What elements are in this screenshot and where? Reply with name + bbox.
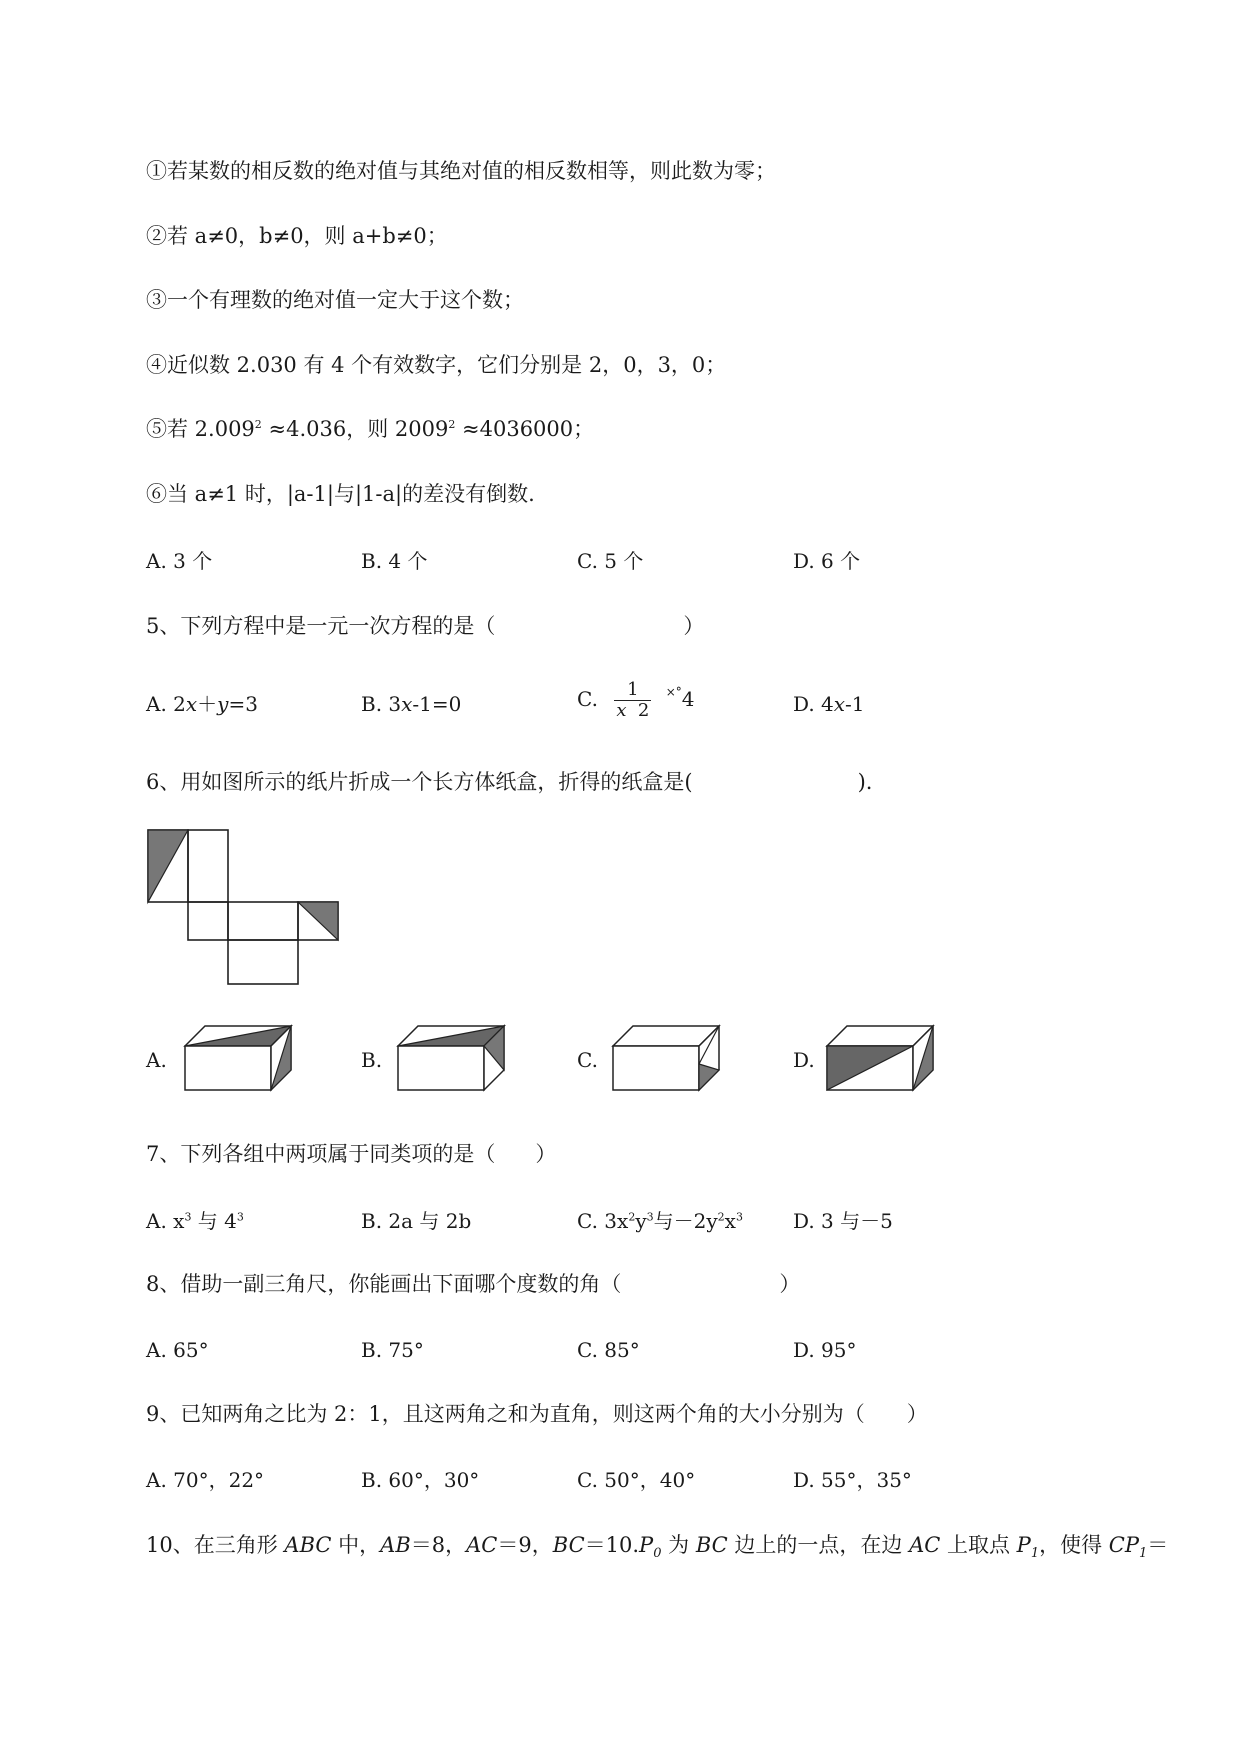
fraction-numerator: 1 — [614, 680, 651, 701]
q7-option-a[interactable] — [146, 1207, 244, 1235]
q9-option-a[interactable]: A. 70°，22° — [146, 1468, 265, 1492]
q10-text: 上取点 — [940, 1533, 1017, 1557]
q8-close: ） — [779, 1272, 801, 1296]
q10-stem — [146, 1531, 1169, 1562]
q10-text: 边上的一点，在边 — [727, 1533, 910, 1557]
box-option-c[interactable] — [611, 1024, 723, 1094]
var-x: x — [833, 692, 846, 716]
equation-rest: -1=0 — [412, 692, 462, 716]
square-superscript: 2 — [254, 418, 262, 431]
side-ac: AC — [466, 1533, 498, 1557]
exponent: 3 — [735, 1210, 743, 1224]
q10-text: ，使得 — [1039, 1533, 1109, 1557]
square-superscript: 2 — [448, 418, 456, 431]
exponent: 2 — [717, 1210, 725, 1224]
q5-option-b[interactable] — [361, 690, 461, 718]
statement-1: ①若某数的相反数的绝对值与其绝对值的相反数相等，则此数为零； — [146, 159, 776, 183]
q10-text: ＝ — [1147, 1533, 1169, 1557]
q9-option-d[interactable]: D. 55°，35° — [793, 1468, 912, 1492]
statement-5-part-a: ⑤若 2.009 — [146, 417, 255, 441]
garbled-symbol-icon: ×° — [665, 685, 682, 699]
box-option-d[interactable] — [825, 1024, 937, 1094]
q9-option-b[interactable]: B. 60°，30° — [361, 1468, 480, 1492]
q7-close: ） — [535, 1142, 557, 1166]
q8-option-c[interactable]: C. 85° — [577, 1338, 640, 1362]
point-p0: P — [639, 1533, 654, 1557]
q6-close: ). — [857, 770, 873, 794]
option-text: 与 4 — [197, 1209, 237, 1233]
q10-text: 为 — [661, 1533, 696, 1557]
q9-stem — [146, 1400, 928, 1428]
den-two: 2 — [637, 700, 650, 721]
net-bottom-face — [228, 940, 298, 984]
q10-text: ＝10. — [584, 1533, 640, 1557]
segment-cp1: CP — [1108, 1533, 1139, 1557]
subscript: 1 — [1138, 1546, 1148, 1562]
q7-option-c[interactable] — [577, 1207, 743, 1235]
q8-option-d[interactable]: D. 95° — [793, 1338, 857, 1362]
side-ab: AB — [380, 1533, 411, 1557]
shaded-triangle — [298, 902, 338, 940]
q5-option-a[interactable] — [146, 690, 258, 718]
net-face — [228, 902, 298, 940]
option-label: C. — [577, 687, 598, 711]
var-x: x — [401, 692, 413, 716]
statement-3: ③一个有理数的绝对值一定大于这个数； — [146, 288, 524, 312]
q6-option-c[interactable]: C. — [577, 1048, 598, 1072]
option-text: x — [724, 1209, 736, 1233]
q4-option-a[interactable]: A. 3 个 — [146, 549, 213, 573]
exponent: 3 — [184, 1210, 192, 1224]
q8-stem-text: 8、借助一副三角尺，你能画出下面哪个度数的角（ — [146, 1272, 622, 1296]
q5-close: ） — [683, 614, 705, 638]
q4-option-c[interactable]: C. 5 个 — [577, 549, 644, 573]
equation-rest: 4 — [681, 687, 695, 711]
exponent: 3 — [236, 1210, 244, 1224]
box-net-figure — [146, 828, 346, 988]
statement-5 — [146, 415, 594, 443]
option-text: y — [635, 1209, 647, 1233]
q9-close: ） — [906, 1402, 928, 1426]
q7-option-b[interactable]: B. 2a 与 2b — [361, 1209, 472, 1233]
option-label: D. 4 — [793, 692, 834, 716]
statement-5-part-c: ≈4036000； — [462, 417, 595, 441]
q7-option-d[interactable]: D. 3 与－5 — [793, 1209, 893, 1233]
option-text: C. 3x — [577, 1209, 629, 1233]
q10-text: ＝9， — [497, 1533, 553, 1557]
q5-option-c[interactable] — [577, 678, 695, 721]
q7-stem-text: 7、下列各组中两项属于同类项的是（ — [146, 1142, 496, 1166]
option-text: 与－2y — [653, 1209, 718, 1233]
side-bc: BC — [695, 1533, 728, 1557]
net-face — [188, 902, 228, 940]
statement-4: ④近似数 2.030 有 4 个有效数字，它们分别是 2，0，3，0； — [146, 353, 727, 377]
fraction — [614, 680, 651, 721]
q9-option-c[interactable]: C. 50°，40° — [577, 1468, 696, 1492]
q8-option-a[interactable]: A. 65° — [146, 1338, 209, 1362]
statement-5-part-b: ≈4.036，则 2009 — [268, 417, 449, 441]
q6-option-b[interactable]: B. — [361, 1048, 383, 1072]
side-ac: AC — [909, 1533, 941, 1557]
q5-option-d[interactable] — [793, 690, 865, 718]
q5-stem — [146, 612, 704, 640]
subscript: 0 — [653, 1546, 662, 1562]
q8-option-b[interactable]: B. 75° — [361, 1338, 424, 1362]
q5-stem-text: 5、下列方程中是一元一次方程的是（ — [146, 614, 496, 638]
exponent: 3 — [646, 1210, 654, 1224]
var-y: y — [217, 692, 229, 716]
q10-text: ＝8， — [410, 1533, 467, 1557]
q6-option-d[interactable]: D. — [793, 1048, 815, 1072]
net-top-face — [188, 830, 228, 902]
box-option-a[interactable] — [183, 1024, 295, 1094]
box-option-b[interactable] — [396, 1024, 508, 1094]
q4-option-b[interactable]: B. 4 个 — [361, 549, 428, 573]
statement-2: ②若 a≠0，b≠0，则 a+b≠0； — [146, 224, 448, 248]
option-label: B. 3 — [361, 692, 402, 716]
fraction-denominator — [614, 701, 651, 721]
option-label: A. 2 — [146, 692, 186, 716]
point-p1: P — [1016, 1533, 1031, 1557]
side-bc: BC — [552, 1533, 585, 1557]
shaded-triangle — [148, 830, 188, 902]
q4-option-d[interactable]: D. 6 个 — [793, 549, 861, 573]
exponent: 2 — [628, 1210, 636, 1224]
plus-sign: ＋ — [197, 692, 218, 716]
var-x: x — [185, 692, 198, 716]
q10-text: 中， — [331, 1533, 381, 1557]
q6-option-a[interactable]: A. — [146, 1048, 167, 1072]
q6-stem-text: 6、用如图所示的纸片折成一个长方体纸盒，折得的纸盒是( — [146, 770, 693, 794]
q10-text: 10、在三角形 — [146, 1533, 285, 1557]
equation-rest: -1 — [845, 692, 865, 716]
var-x: x — [616, 700, 627, 721]
q9-stem-text: 9、已知两角之比为 2：1，且这两角之和为直角，则这两个角的大小分别为（ — [146, 1402, 865, 1426]
statement-6: ⑥当 a≠1 时，|a-1|与|1-a|的差没有倒数. — [146, 482, 535, 506]
q6-stem — [146, 768, 872, 796]
subscript: 1 — [1030, 1546, 1040, 1562]
q8-stem — [146, 1270, 800, 1298]
equation-rest: =3 — [228, 692, 258, 716]
option-text: A. x — [146, 1209, 185, 1233]
q7-stem — [146, 1140, 556, 1168]
triangle-abc: ABC — [284, 1533, 332, 1557]
